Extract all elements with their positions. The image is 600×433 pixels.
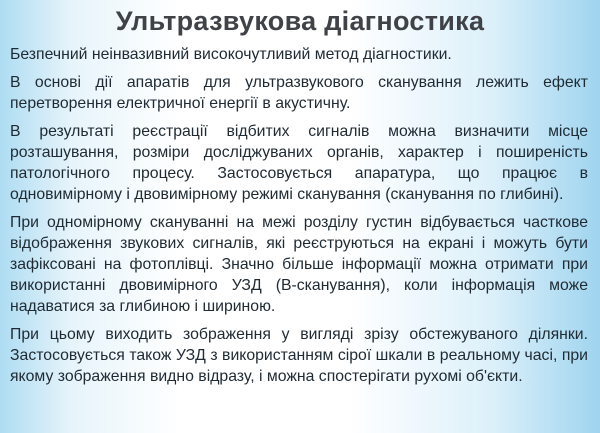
paragraph-image: При цьому виходить зображення у вигляді зрізу обстежуваного ділянки. Застосовується також УЗД з використанням сірої шкали в реальному часі, при якому зображення видно відразу, і можна спостерігати рухомі об'єкти. <box>10 326 588 385</box>
paragraph-safety: Безпечний неінвазивний високочутливий метод діагностики. <box>10 46 452 63</box>
paragraph-results: В результаті реєстрації відбитих сигналів можна визначити місце розташування, розміри досліджуваних органів, характер і поширеність патологічного процесу. Застосовується апаратура, що працює в одновимірному і двовимірному режимі сканування (сканування по глибині). <box>10 123 588 203</box>
paragraph-one-dimensional: При одномірному скануванні на межі розділу густин відбувається часткове відображення звукових сигналів, які реєструються на екрані і можуть бути зафіксовані на фотоплівці. Значно більше інформації можна отримати при використанні двовимірного УЗД (В-сканування), коли інформація може надаватися за глибиною і шириною. <box>10 214 588 315</box>
slide-body <box>10 44 588 387</box>
paragraph-principle: В основі дії апаратів для ультразвукового сканування лежить ефект перетворення електричної енергії в акустичну. <box>10 74 588 112</box>
slide-title: Ультразвукова діагностика <box>115 6 485 36</box>
